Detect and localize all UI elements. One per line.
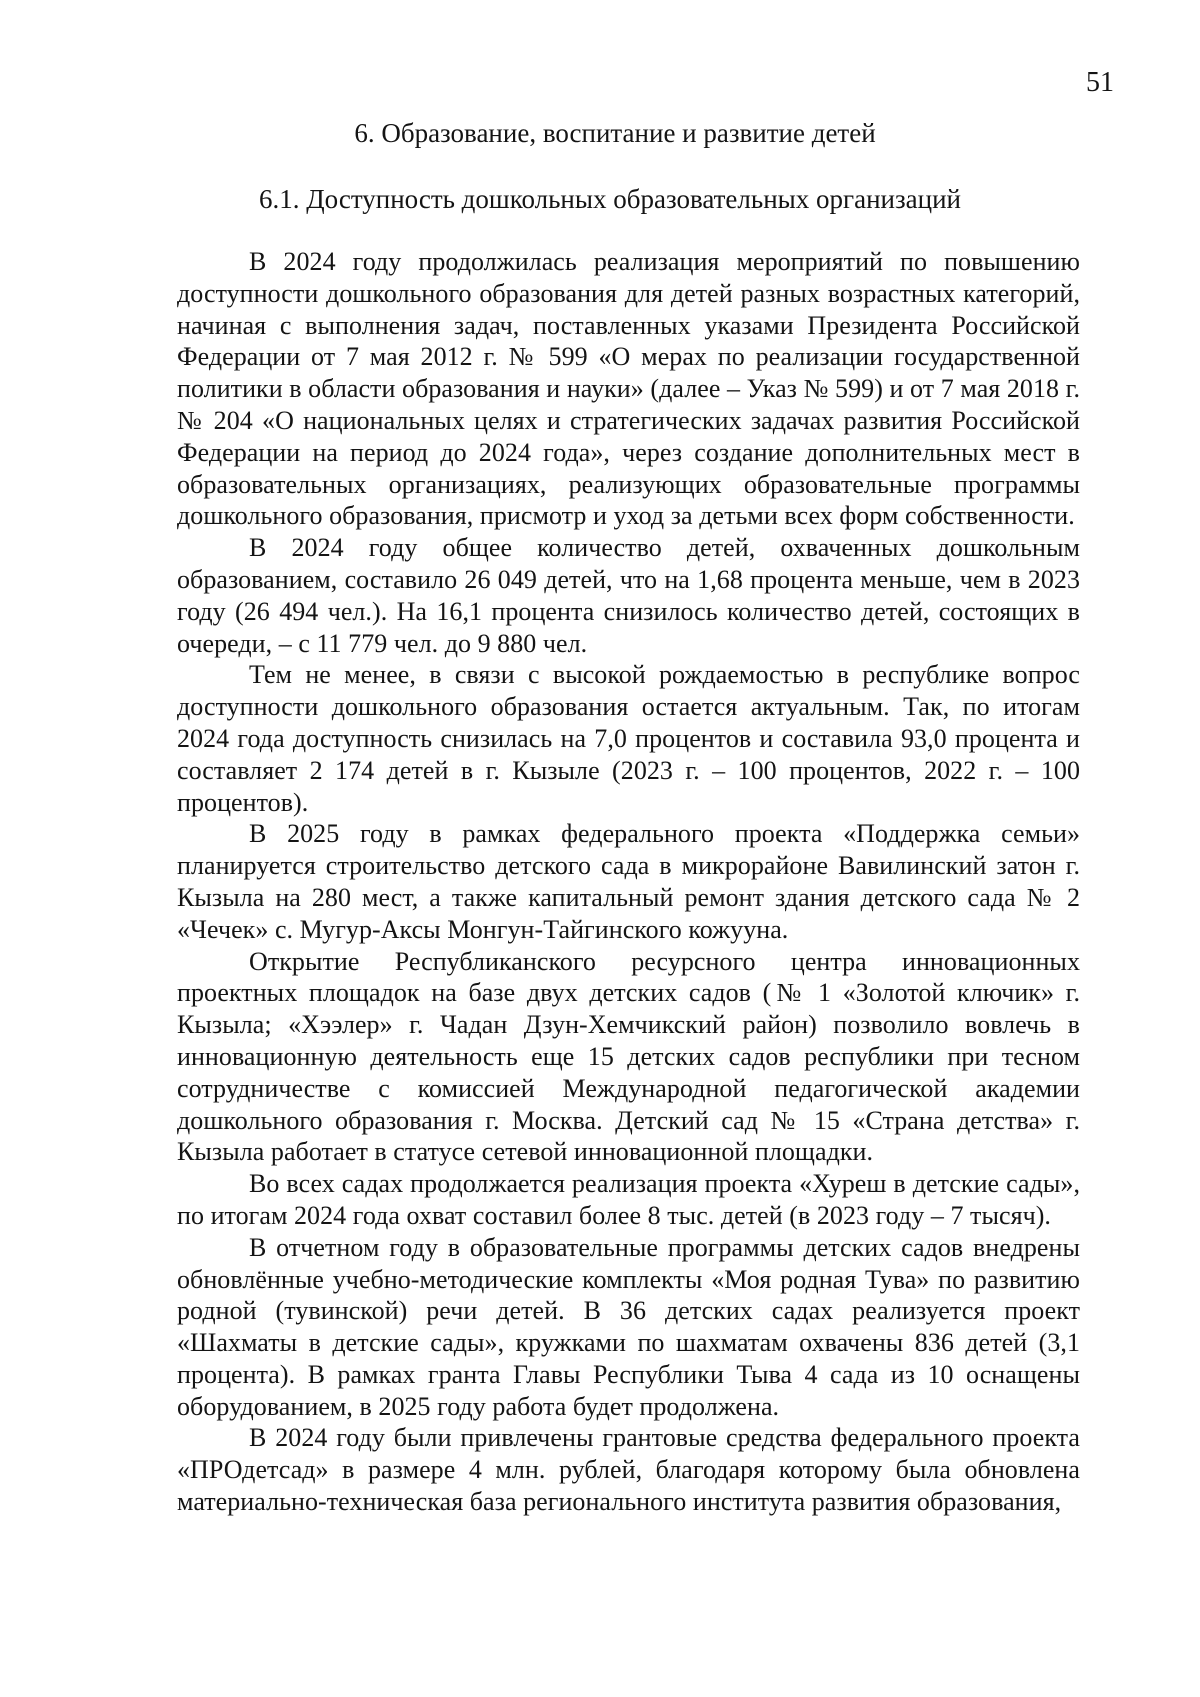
paragraph: В 2024 году были привлечены грантовые средства федерального проекта «ПРОдетсад» в размере 4 млн. рублей, благодаря которому была обновлена материально-техническая база регионального института развития образования, — [177, 1423, 1080, 1517]
paragraph: В 2024 году общее количество детей, охваченных дошкольным образованием, составило 26 049 детей, что на 1,68 процента меньше, чем в 2023 году (26 494 чел.). На 16,1 процента снизилось количество детей, состоящих в очереди, – с 11 779 чел. до 9 880 чел. — [177, 533, 1080, 658]
paragraph: В 2024 году продолжилась реализация мероприятий по повышению доступности дошкольного образования для детей разных возрастных категорий, начиная с выполнения задач, поставленных указами Президента Российской Федерации от 7 мая 2012 г. № 599 «О мерах по реализации государственной политики в области образования и науки» (далее – Указ № 599) и от 7 мая 2018 г. № 204 «О национальных целях и стратегических задачах развития Российской Федерации на период до 2024 года», через создание дополнительных мест в образовательных организациях, реализующих образовательные программы дошкольного образования, присмотр и уход за детьми всех форм собственности. — [177, 247, 1080, 531]
paragraph: Во всех садах продолжается реализация проекта «Хуреш в детские сады», по итогам 2024 года охват составил более 8 тыс. детей (в 2023 году – 7 тысяч). — [177, 1169, 1080, 1230]
paragraph: Открытие Республиканского ресурсного центра инновационных проектных площадок на базе двух детских садов (№ 1 «Золотой ключик» г. Кызыла; «Хээлер» г. Чадан Дзун-Хемчикский район) позволило вовлечь в инновационную деятельность еще 15 детских садов республики при тесном сотрудничестве с комиссией Международной педагогической академии дошкольного образования г. Москва. Детский сад № 15 «Страна детства» г. Кызыла работает в статусе сетевой инновационной площадки. — [177, 946, 1080, 1167]
paragraph: В 2025 году в рамках федерального проекта «Поддержка семьи» планируется строительство детского сада в микрорайоне Вавилинский затон г. Кызыла на 280 мест, а также капитальный ремонт здания детского сада № 2 «Чечек» с. Мугур-Аксы Монгун-Тайгинского кожууна. — [177, 819, 1080, 944]
subsection-title: 6.1. Доступность дошкольных образовательных организаций — [259, 184, 961, 214]
paragraph: Тем не менее, в связи с высокой рождаемостью в республике вопрос доступности дошкольного образования остается актуальным. Так, по итогам 2024 года доступность снизилась на 7,0 процентов и составила 93,0 процента и составляет 2 174 детей в г. Кызыле (2023 г. – 100 процентов, 2022 г. – 100 процентов). — [177, 660, 1080, 817]
section-title: 6. Образование, воспитание и развитие детей — [354, 118, 876, 148]
body-text — [177, 246, 1080, 1518]
page-number: 51 — [1086, 67, 1114, 98]
paragraph: В отчетном году в образовательные программы детских садов внедрены обновлённые учебно-методические комплекты «Моя родная Тува» по развитию родной (тувинской) речи детей. В 36 детских садах реализуется проект «Шахматы в детские сады», кружками по шахматам охвачены 836 детей (3,1 процента). В рамках гранта Главы Республики Тыва 4 сада из 10 оснащены оборудованием, в 2025 году работа будет продолжена. — [177, 1232, 1080, 1421]
